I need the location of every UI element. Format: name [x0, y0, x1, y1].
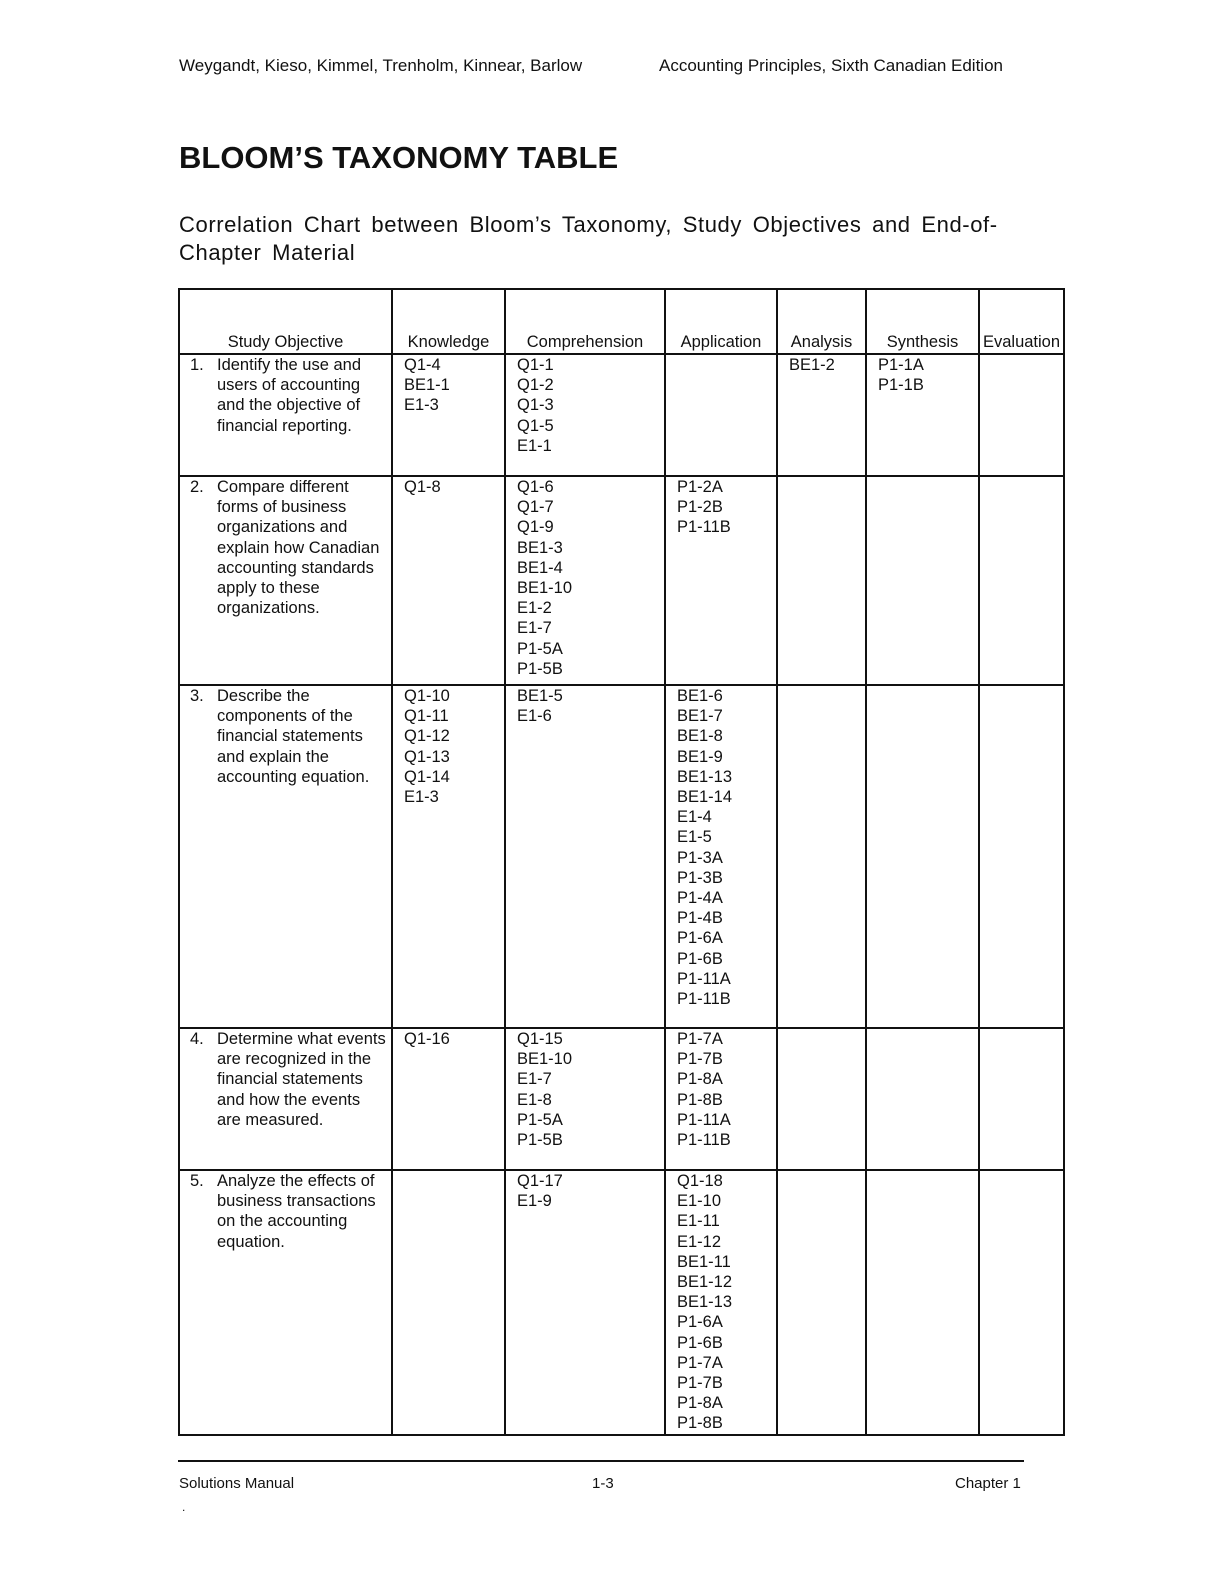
column-header-synthesis: Synthesis — [866, 289, 979, 354]
synthesis-cell — [866, 354, 979, 476]
analysis-cell — [777, 1170, 866, 1435]
column-header-comprehension: Comprehension — [505, 289, 665, 354]
exercise-code: E1-5 — [677, 828, 712, 847]
exercise-code: BE1-13 — [677, 767, 733, 786]
exercise-code: Q1-9 — [517, 518, 554, 537]
application-cell — [665, 1170, 777, 1435]
exercise-code: P1-6A — [677, 929, 723, 948]
table-row — [179, 1028, 1064, 1170]
exercise-code: BE1-2 — [789, 356, 835, 374]
exercise-code: Q1-10 — [404, 687, 450, 705]
table-row — [179, 685, 1064, 1028]
application-cell — [665, 476, 777, 685]
header-authors: Weygandt, Kieso, Kimmel, Trenholm, Kinnear, Barlow — [179, 56, 583, 75]
objective-text: Analyze the effects of business transactions on the accounting equation. — [217, 1172, 376, 1251]
analysis-cell — [777, 354, 866, 476]
exercise-code: Q1-4 — [404, 356, 441, 374]
exercise-code: P1-11A — [677, 969, 731, 988]
exercise-code: BE1-1 — [404, 376, 450, 395]
analysis-cell — [777, 685, 866, 1028]
knowledge-cell — [392, 354, 505, 476]
exercise-code: P1-3B — [677, 868, 723, 887]
exercise-code: P1-8B — [677, 1414, 723, 1433]
footer-chapter: Chapter 1 — [955, 1475, 1021, 1492]
exercise-code: BE1-6 — [677, 687, 723, 705]
header-book-title: Accounting Principles, Sixth Canadian Edition — [659, 56, 1003, 75]
exercise-code: P1-11B — [677, 518, 731, 537]
column-header-study-objective: Study Objective — [179, 289, 392, 354]
table-row — [179, 1170, 1064, 1435]
synthesis-cell — [866, 1028, 979, 1170]
exercise-code: E1-3 — [404, 788, 439, 807]
synthesis-cell — [866, 685, 979, 1028]
exercise-code: BE1-8 — [677, 727, 723, 746]
exercise-code: P1-5A — [517, 1110, 563, 1129]
exercise-code: Q1-3 — [517, 396, 554, 415]
comprehension-cell — [505, 685, 665, 1028]
exercise-code: BE1-4 — [517, 558, 563, 577]
exercise-code: BE1-3 — [517, 538, 563, 557]
exercise-code: Q1-7 — [517, 498, 554, 517]
study-objective-cell — [179, 354, 392, 476]
objective-number: 1. — [190, 356, 204, 374]
exercise-code: Q1-2 — [517, 376, 554, 395]
exercise-code: E1-11 — [677, 1212, 720, 1231]
exercise-code: P1-5A — [517, 639, 563, 658]
exercise-code: E1-10 — [677, 1192, 722, 1211]
footer-rule — [178, 1460, 1024, 1462]
column-header-application: Application — [665, 289, 777, 354]
table-header-row — [179, 289, 1064, 354]
exercise-code: P1-1B — [878, 376, 924, 395]
exercise-code: E1-1 — [517, 436, 552, 455]
exercise-code: P1-6A — [677, 1313, 723, 1332]
exercise-code: Q1-11 — [404, 707, 449, 726]
exercise-code: BE1-12 — [677, 1273, 733, 1292]
exercise-code: BE1-10 — [517, 1050, 573, 1069]
column-header-knowledge: Knowledge — [392, 289, 505, 354]
exercise-code: Q1-5 — [517, 416, 554, 435]
footer-page-number: 1-3 — [592, 1475, 614, 1492]
exercise-code: P1-11B — [677, 990, 731, 1009]
evaluation-cell — [979, 1028, 1064, 1170]
exercise-code: Q1-18 — [677, 1172, 723, 1190]
analysis-cell — [777, 1028, 866, 1170]
comprehension-cell — [505, 354, 665, 476]
objective-number: 2. — [190, 478, 204, 496]
exercise-code: P1-2B — [677, 498, 723, 517]
objective-number: 3. — [190, 687, 204, 705]
objective-text: Identify the use and users of accounting and the objective of financial reporting. — [217, 356, 362, 435]
table-row — [179, 354, 1064, 476]
footer-manual: Solutions Manual — [179, 1475, 295, 1492]
page-subtitle: Correlation Chart between Bloom’s Taxonomy, Study Objectives and End-of-Chapter Material — [179, 212, 998, 265]
exercise-code: Q1-13 — [404, 747, 450, 766]
exercise-code: Q1-17 — [517, 1172, 563, 1190]
evaluation-cell — [979, 1170, 1064, 1435]
exercise-code: BE1-9 — [677, 747, 723, 766]
exercise-code: P1-7B — [677, 1374, 723, 1393]
exercise-code: Q1-15 — [517, 1030, 563, 1048]
exercise-code: E1-3 — [404, 396, 439, 415]
synthesis-cell — [866, 476, 979, 685]
exercise-code: BE1-11 — [677, 1252, 731, 1271]
exercise-code: P1-5B — [517, 1131, 563, 1150]
exercise-code: P1-8A — [677, 1070, 723, 1089]
exercise-code: BE1-10 — [517, 579, 573, 598]
objective-text: Compare different forms of business organizations and explain how Canadian accounting standards apply to these organizations. — [217, 478, 380, 618]
exercise-code: P1-5B — [517, 659, 563, 678]
exercise-code: P1-2A — [677, 478, 723, 496]
exercise-code: Q1-8 — [404, 478, 441, 496]
exercise-code: BE1-14 — [677, 788, 733, 807]
table-row — [179, 476, 1064, 685]
exercise-code: E1-7 — [517, 619, 552, 638]
objective-text: Determine what events are recognized in the financial statements and how the events are measured. — [217, 1030, 386, 1129]
knowledge-cell — [392, 685, 505, 1028]
exercise-code: BE1-5 — [517, 687, 563, 705]
exercise-code: Q1-1 — [517, 356, 554, 374]
application-cell — [665, 685, 777, 1028]
objective-number: 4. — [190, 1030, 204, 1048]
exercise-code: P1-11B — [677, 1131, 731, 1150]
exercise-code: Q1-14 — [404, 767, 450, 786]
evaluation-cell — [979, 354, 1064, 476]
knowledge-cell — [392, 476, 505, 685]
exercise-code: E1-4 — [677, 808, 712, 827]
page-title: BLOOM’S TAXONOMY TABLE — [179, 140, 619, 175]
exercise-code: E1-7 — [517, 1070, 552, 1089]
blooms-taxonomy-table — [178, 288, 1065, 1436]
exercise-code: P1-6B — [677, 949, 723, 968]
application-cell — [665, 1028, 777, 1170]
exercise-code: P1-7A — [677, 1030, 723, 1048]
exercise-code: P1-7B — [677, 1050, 723, 1069]
exercise-code: P1-8A — [677, 1394, 723, 1413]
exercise-code: Q1-16 — [404, 1030, 450, 1048]
evaluation-cell — [979, 476, 1064, 685]
knowledge-cell — [392, 1170, 505, 1435]
study-objective-cell — [179, 685, 392, 1028]
objective-text: Describe the components of the financial statements and explain the accounting equation. — [217, 687, 370, 786]
comprehension-cell — [505, 476, 665, 685]
study-objective-cell — [179, 476, 392, 685]
evaluation-cell — [979, 685, 1064, 1028]
exercise-code: Q1-12 — [404, 727, 450, 746]
exercise-code: P1-6B — [677, 1333, 723, 1352]
study-objective-cell — [179, 1028, 392, 1170]
objective-number: 5. — [190, 1172, 204, 1190]
comprehension-cell — [505, 1170, 665, 1435]
analysis-cell — [777, 476, 866, 685]
exercise-code: E1-8 — [517, 1090, 552, 1109]
exercise-code: BE1-13 — [677, 1293, 733, 1312]
exercise-code: E1-9 — [517, 1192, 552, 1211]
exercise-code: P1-3A — [677, 848, 723, 867]
exercise-code: BE1-7 — [677, 707, 723, 726]
exercise-code: P1-4A — [677, 889, 723, 908]
exercise-code: E1-6 — [517, 707, 552, 726]
exercise-code: E1-2 — [517, 599, 552, 618]
exercise-code: E1-12 — [677, 1232, 722, 1251]
exercise-code: P1-4B — [677, 909, 723, 928]
application-cell — [665, 354, 777, 476]
comprehension-cell — [505, 1028, 665, 1170]
synthesis-cell — [866, 1170, 979, 1435]
knowledge-cell — [392, 1028, 505, 1170]
exercise-code: P1-8B — [677, 1090, 723, 1109]
exercise-code: P1-7A — [677, 1353, 723, 1372]
exercise-code: Q1-6 — [517, 478, 554, 496]
column-header-evaluation: Evaluation — [979, 289, 1064, 354]
study-objective-cell — [179, 1170, 392, 1435]
exercise-code: P1-11A — [677, 1110, 731, 1129]
column-header-analysis: Analysis — [777, 289, 866, 354]
footer-mark: . — [182, 1500, 186, 1514]
exercise-code: P1-1A — [878, 356, 924, 374]
